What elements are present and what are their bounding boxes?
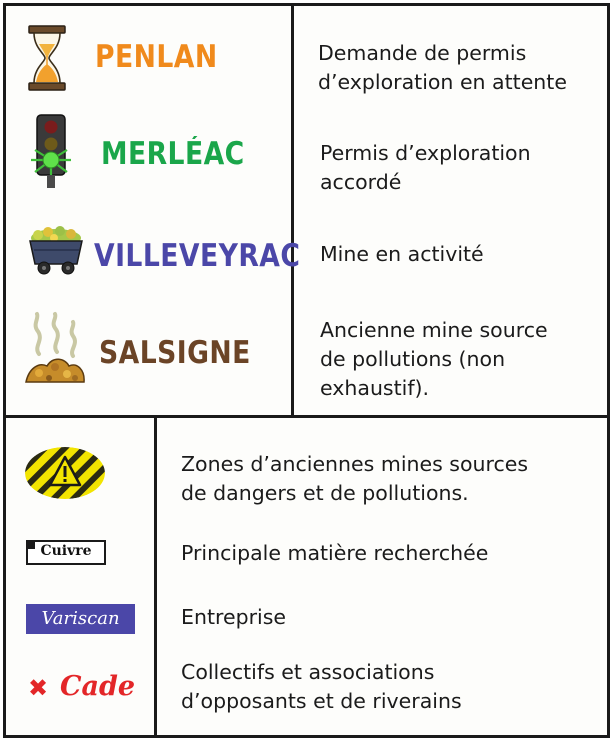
description-line: de dangers et de pollutions. <box>181 481 469 505</box>
site-name-villeveyrac: VILLEVEYRAC <box>94 238 301 274</box>
description-line: de pollutions (non <box>320 347 506 371</box>
company-label: Variscan <box>41 608 120 629</box>
company-description <box>181 603 286 632</box>
opponents-label: Cade <box>60 671 136 702</box>
opponents-description <box>181 658 462 716</box>
site-name-penlan: PENLAN <box>95 39 218 75</box>
horizontal-divider <box>6 415 607 418</box>
hourglass-icon <box>26 24 68 92</box>
description-line: Mine en activité <box>320 242 484 266</box>
site-description-penlan <box>318 39 567 97</box>
description-line: Ancienne mine source <box>320 318 548 342</box>
description-line: Collectifs et associations <box>181 660 435 684</box>
company-label-box <box>26 604 135 634</box>
description-line: Demande de permis <box>318 41 527 65</box>
site-description-villeveyrac <box>320 240 484 269</box>
hazard-warning-icon <box>24 445 106 501</box>
vertical-divider-top <box>291 6 294 415</box>
description-line: accordé <box>320 170 402 194</box>
mine-cart-icon <box>26 224 86 278</box>
material-label-box <box>26 540 106 565</box>
description-line: d’opposants et de riverains <box>181 689 462 713</box>
site-name-merleac: MERLÉAC <box>101 136 245 172</box>
hazard-description <box>181 450 528 508</box>
description-line: Entreprise <box>181 605 287 629</box>
material-label: Cuivre <box>40 543 92 559</box>
map-legend <box>3 3 610 738</box>
traffic-light-icon <box>23 112 79 192</box>
site-description-salsigne <box>320 316 548 403</box>
description-line: Permis d’exploration <box>320 141 531 165</box>
material-description <box>181 539 488 568</box>
site-description-merleac <box>320 139 531 197</box>
vertical-divider-bottom <box>154 418 157 735</box>
x-mark-icon: ✖ <box>28 674 49 702</box>
site-name-salsigne: SALSIGNE <box>99 335 251 371</box>
description-line: Principale matière recherchée <box>181 541 489 565</box>
description-line: d’exploration en attente <box>318 70 567 94</box>
description-line: Zones d’anciennes mines sources <box>181 452 529 476</box>
description-line: exhaustif). <box>320 376 430 400</box>
polluted-pile-icon <box>23 310 87 388</box>
